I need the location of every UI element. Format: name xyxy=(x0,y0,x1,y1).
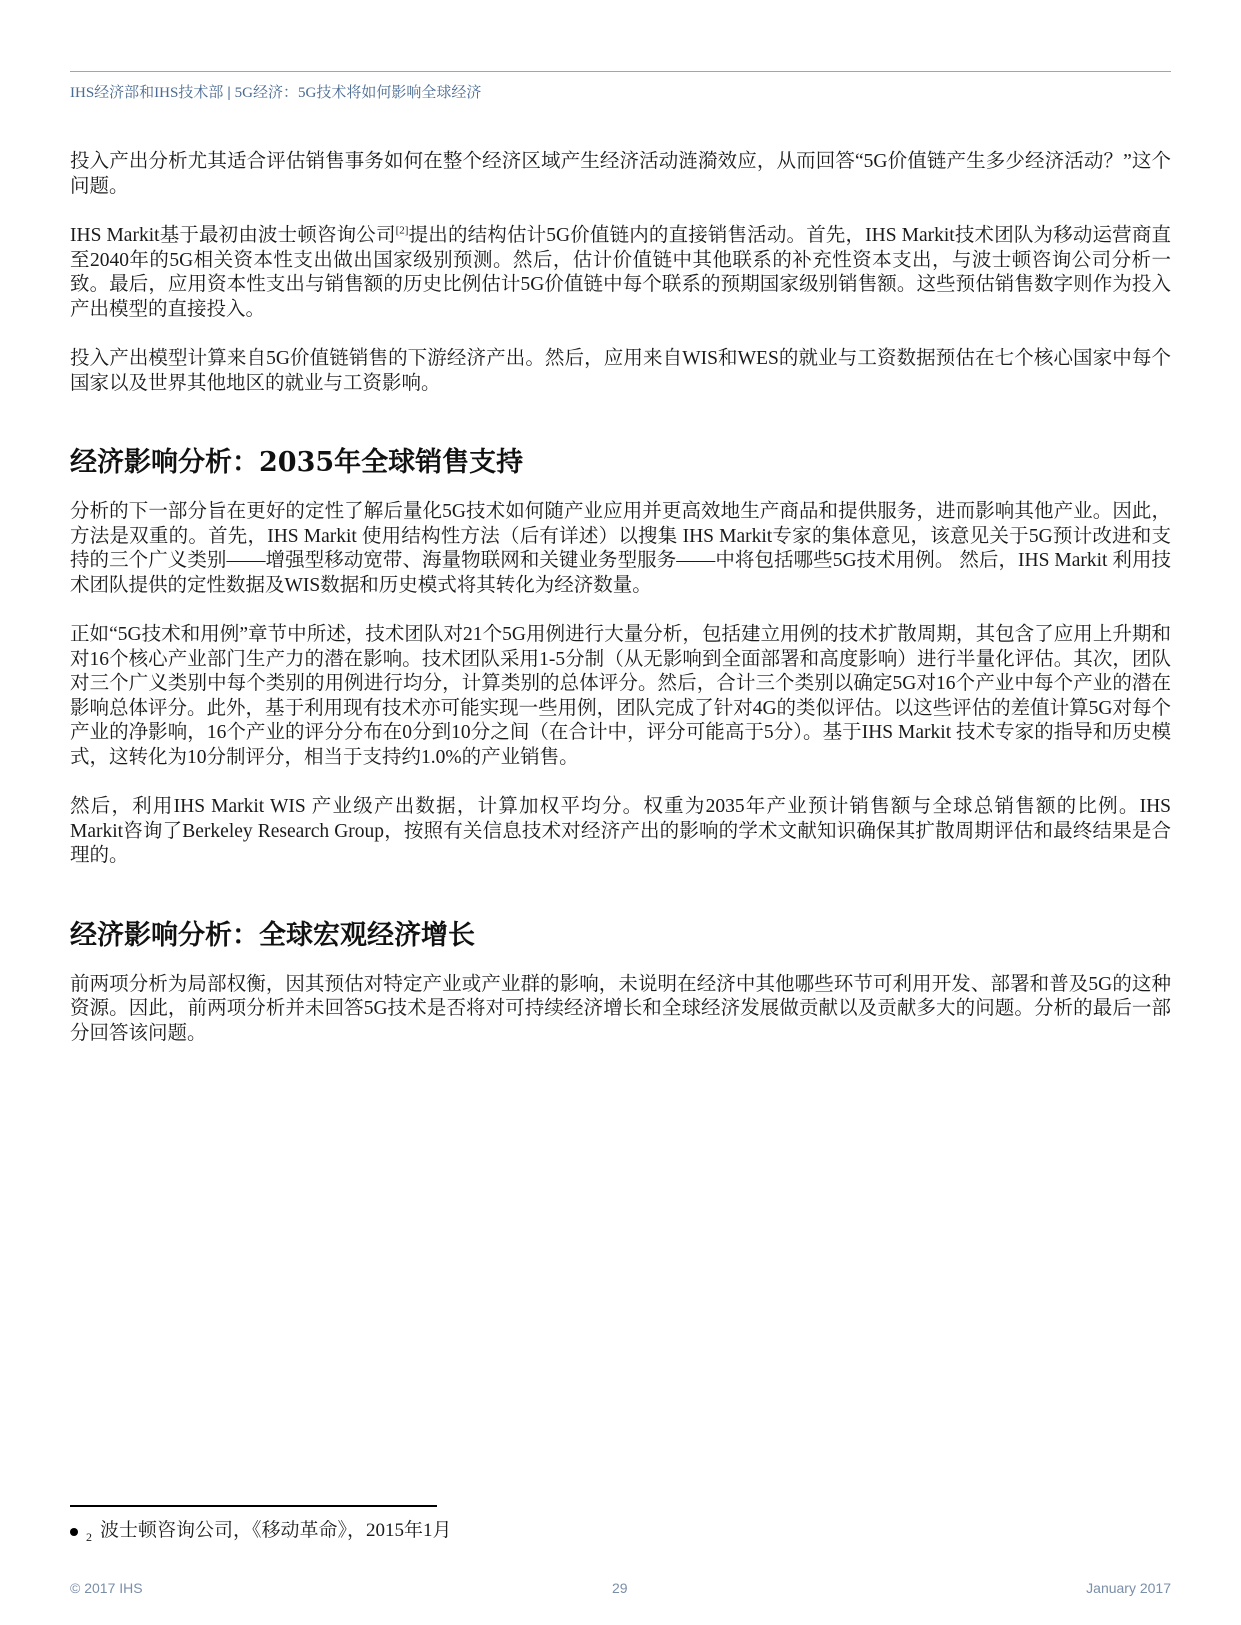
paragraph: 正如“5G技术和用例”章节中所述，技术团队对21个5G用例进行大量分析，包括建立用例的技术扩散周期，其包含了应用上升期和对16个核心产业部门生产力的潜在影响。技术团队采用1-5分制（从无影响到全面部署和高度影响）进行半量化评估。其次，团队对三个广义类别中每个类别的用例进行均分，计算类别的总体评分。然后，合计三个类别以确定5G对16个产业中每个产业的潜在影响总体评分。此外，基于利用现有技术亦可能实现一些用例，团队完成了针对4G的类似评估。以这些评估的差值计算5G对每个产业的净影响，16个产业的评分分布在0分到10分之间（在合计中，评分可能高于5分）。基于IHS Markit 技术专家的指导和历史模式，这转化为10分制评分，相当于支持约1.0%的产业销售。 xyxy=(70,624,1171,768)
footnote-reference[interactable]: [2] xyxy=(395,224,409,237)
footnote-number: 2 xyxy=(86,1529,92,1544)
header-report-title: 5G经济：5G技术将如何影响全球经济 xyxy=(234,85,482,101)
footnote xyxy=(70,1515,452,1545)
paragraph: 前两项分析为局部权衡，因其预估对特定产业或产业群的影响，未说明在经济中其他哪些环节可利用开发、部署和普及5G的这种资源。因此，前两项分析并未回答5G技术是否将对可持续经济增长和全球经济发展做贡献以及贡献多大的问题。分析的最后一部分回答该问题。 xyxy=(70,973,1171,1044)
header-org: IHS经济部和IHS技术部 xyxy=(70,85,224,101)
main-content xyxy=(70,150,1171,1071)
paragraph: 投入产出模型计算来自5G价值链销售的下游经济产出。然后，应用来自WIS和WES的就业与工资数据预估在七个核心国家中每个国家以及世界其他地区的就业与工资影响。 xyxy=(70,348,1171,394)
page-number: 29 xyxy=(612,1580,628,1596)
paragraph: 分析的下一部分旨在更好的定性了解后量化5G技术如何随产业应用并更高效地生产商品和提供服务，进而影响其他产业。因此，方法是双重的。首先，IHS Markit 使用结构性方法（后有详述）以搜集 IHS Markit专家的集体意见，该意见关于5G预计改进和支持的三个广义类别——增强型移动宽带、海量物联网和关键业务型服务——中将包括哪些5G技术用例。 然后，IHS Markit 利用技术团队提供的定性数据及WIS数据和历史模式将其转化为经济数量。 xyxy=(70,501,1171,596)
bullet-icon xyxy=(70,1528,78,1536)
footer-copyright: © 2017 IHS xyxy=(70,1580,143,1596)
paragraph xyxy=(70,224,1171,322)
section-heading: 经济影响分析：全球宏观经济增长 xyxy=(70,919,475,951)
header-rule xyxy=(70,71,1171,72)
paragraph: 投入产出分析尤其适合评估销售事务如何在整个经济区域产生经济活动涟漪效应，从而回答“5G价值链产生多少经济活动？”这个问题。 xyxy=(70,151,1171,197)
header-separator: | xyxy=(227,85,231,101)
paragraph: 然后，利用IHS Markit WIS 产业级产出数据，计算加权平均分。权重为2035年产业预计销售额与全球总销售额的比例。IHS Markit咨询了Berkeley Research Group，按照有关信息技术对经济产出的影响的学术文献知识确保其扩散周期评估和最终结果是合理的。 xyxy=(70,796,1171,866)
footer-date: January 2017 xyxy=(1086,1580,1171,1596)
paragraph-text: 提出的结构估计5G价值链内的直接销售活动。首先，IHS Markit技术团队为移动运营商直至2040年的5G相关资本性支出做出国家级别预测。然后，估计价值链中其他联系的补充性资本支出，与波士顿咨询公司分析一致。最后，应用资本性支出与销售额的历史比例估计5G价值链中每个联系的预期国家级别销售额。这些预估销售数字则作为投入产出模型的直接投入。 xyxy=(70,225,1171,320)
running-header xyxy=(70,81,481,102)
section-heading: 经济影响分析：2035年全球销售支持 xyxy=(70,447,524,478)
footnote-rule xyxy=(70,1505,437,1507)
footnote-text: 波士顿咨询公司，《移动革命》，2015年1月 xyxy=(100,1520,452,1541)
paragraph-text: IHS Markit基于最初由波士顿咨询公司 xyxy=(70,225,396,246)
